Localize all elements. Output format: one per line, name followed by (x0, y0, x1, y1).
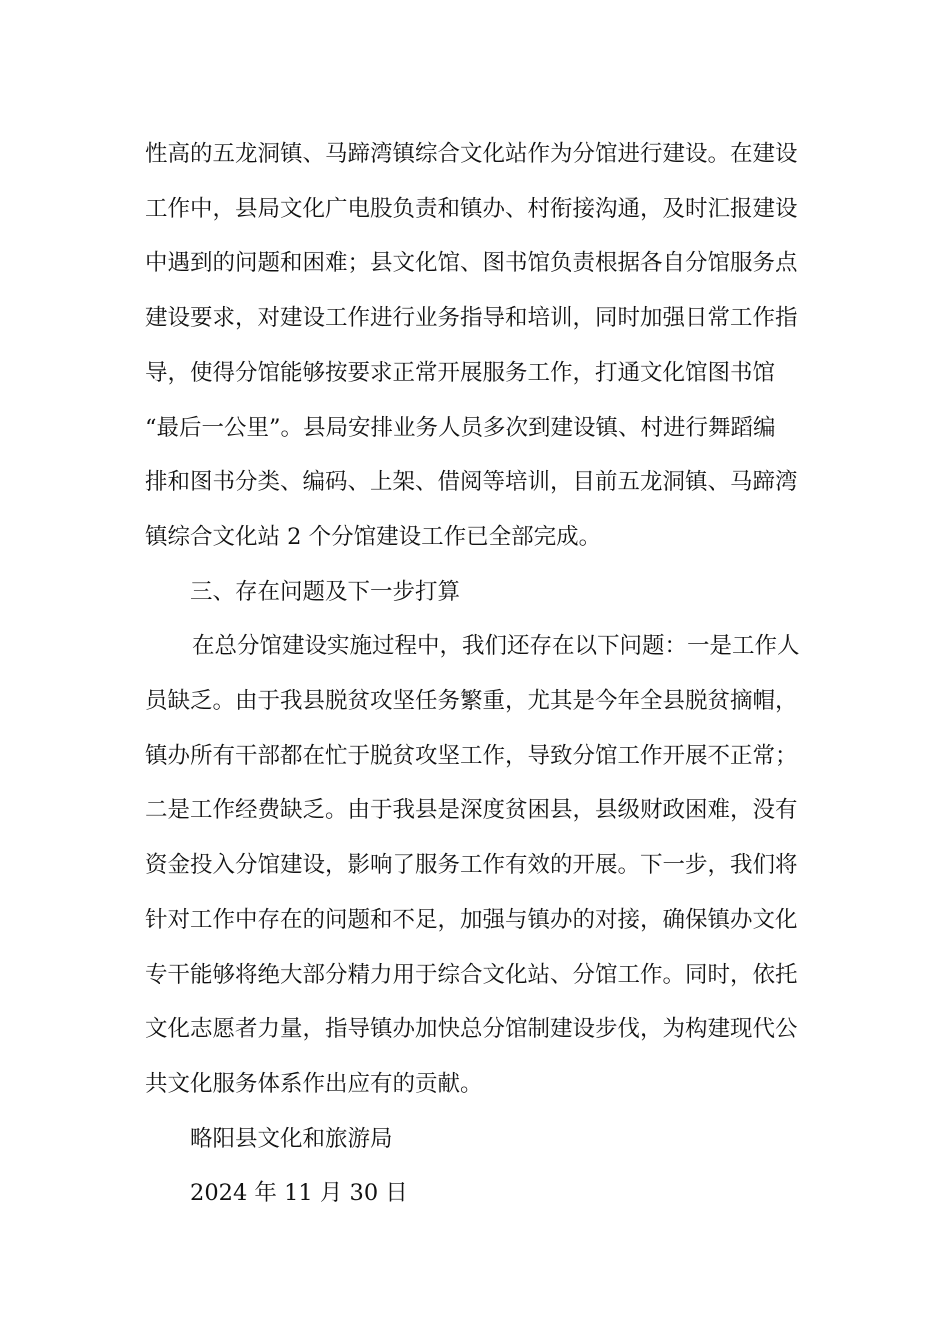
paragraph-construction (145, 127, 805, 565)
text-line: 镇综合文化站 2 个分馆建设工作已全部完成。 (145, 523, 602, 550)
text-line: 文化志愿者力量，指导镇办加快总分馆制建设步伐，为构建现代公 (145, 1016, 798, 1043)
text-line: “最后一公里”。县局安排业务人员多次到建设镇、村进行舞蹈编 (145, 414, 776, 441)
text-line: 排和图书分类、编码、上架、借阅等培训，目前五龙洞镇、马蹄湾 (145, 469, 798, 496)
text-line: 建设要求，对建设工作进行业务指导和培训，同时加强日常工作指 (145, 305, 798, 332)
text-line: 专干能够将绝大部分精力用于综合文化站、分馆工作。同时，依托 (145, 961, 798, 988)
document-body (145, 127, 805, 1221)
text-line: 工作中，县局文化广电股负责和镇办、村衔接沟通，及时汇报建设 (145, 195, 798, 222)
text-line: 导，使得分馆能够按要求正常开展服务工作，打通文化馆图书馆 (145, 359, 776, 386)
section-heading: 三、存在问题及下一步打算 (190, 578, 461, 605)
text-line: 二是工作经费缺乏。由于我县是深度贫困县，县级财政困难，没有 (145, 797, 798, 824)
text-line: 共文化服务体系作出应有的贡献。 (145, 1070, 483, 1097)
paragraph-problems (145, 619, 805, 1111)
signature-organization: 略阳县文化和旅游局 (190, 1125, 393, 1152)
text-line: 员缺乏。由于我县脱贫攻坚任务繁重，尤其是今年全县脱贫摘帽， (145, 688, 798, 715)
text-line: 中遇到的问题和困难；县文化馆、图书馆负责根据各自分馆服务点 (145, 250, 798, 277)
text-line: 镇办所有干部都在忙于脱贫攻坚工作，导致分馆工作开展不正常； (145, 742, 798, 769)
text-line: 性高的五龙洞镇、马蹄湾镇综合文化站作为分馆进行建设。在建设 (145, 141, 798, 167)
text-line: 针对工作中存在的问题和不足，加强与镇办的对接，确保镇办文化 (145, 906, 798, 933)
text-line: 在总分馆建设实施过程中，我们还存在以下问题：一是工作人 (192, 633, 800, 660)
text-line: 资金投入分馆建设，影响了服务工作有效的开展。下一步，我们将 (145, 852, 798, 879)
signature-date: 2024 年 11 月 30 日 (190, 1180, 408, 1207)
